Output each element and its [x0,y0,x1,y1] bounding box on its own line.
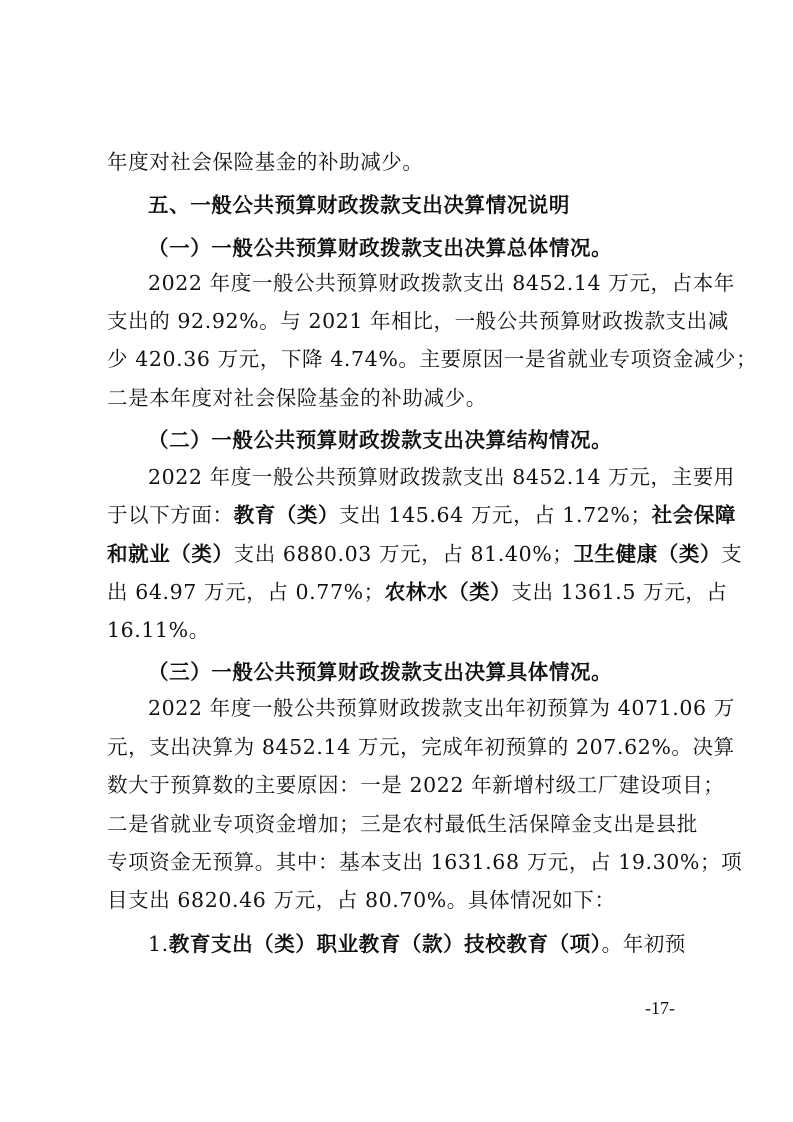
subsection-heading-3: （三）一般公共预算财政拨款支出决算具体情况。 [148,660,613,684]
paragraph-1-line-2: 支出的 92.92%。与 2021 年相比，一般公共预算财政拨款支出减 [107,309,729,333]
category-social-security: 社会保障 [651,503,737,527]
text-run: 支出 6880.03 万元，占 81.40%； [233,542,574,566]
text-run: 2022 年度一般公共预算财政拨款支出 8452.14 万元，占本年 [148,271,735,295]
paragraph-3-line-3: 数大于预算数的主要原因：一是 2022 年新增村级工厂建设项目； [107,773,725,797]
section-heading: 五、一般公共预算财政拨款支出决算情况说明 [148,193,570,217]
item-1-line [148,930,692,958]
text-run: 。年初预 [601,932,687,956]
item-1-title: 教育支出（类）职业教育（款）技校教育（项） [168,932,602,956]
category-health: 卫生健康（类） [573,542,722,566]
text-run: 支出 1361.5 万元，占 [511,580,728,604]
paragraph-1-line-1 [148,269,735,297]
paragraph-3-line-4: 二是省就业专项资金增加；三是农村最低生活保障金支出是县批 [107,812,698,836]
paragraph-1-line-3: 少 420.36 万元，下降 4.74%。主要原因一是省就业专项资金减少； [107,347,758,371]
paragraph-2-line-1: 2022 年度一般公共预算财政拨款支出 8452.14 万元，主要用 [148,465,735,489]
carry-over-line: 年度对社会保险基金的补助减少。 [107,150,424,174]
page-number: -17- [645,998,675,1018]
paragraph-3-line-2: 元，支出决算为 8452.14 万元，完成年初预算的 207.62%。决算 [107,735,735,759]
paragraph-3-line-5: 专项资金无预算。其中：基本支出 1631.68 万元，占 19.30%；项 [107,850,743,874]
text-run: 出 64.97 万元，占 0.77%； [107,580,385,604]
text-run: 支 [721,542,743,566]
subsection-heading-2: （二）一般公共预算财政拨款支出决算结构情况。 [148,428,613,452]
paragraph-3-line-6: 目支出 6820.46 万元，占 80.70%。具体情况如下： [107,888,616,912]
category-social-security-cont: 和就业（类） [107,542,234,566]
paragraph-2-line-3 [107,540,743,568]
item-number: 1. [148,932,169,956]
paragraph-2-line-4 [107,578,728,606]
text-run: 支出 145.64 万元，占 1.72%； [339,503,652,527]
text-run: 于以下方面： [107,503,234,527]
category-education: 教育（类） [233,503,340,527]
paragraph-2-line-2 [107,501,737,529]
paragraph-3-line-1: 2022 年度一般公共预算财政拨款支出年初预算为 4071.06 万 [148,696,735,720]
paragraph-1-line-4: 二是本年度对社会保险基金的补助减少。 [107,386,487,410]
category-agriculture: 农林水（类） [384,580,512,604]
paragraph-2-line-5: 16.11%。 [107,618,210,642]
subsection-heading-1: （一）一般公共预算财政拨款支出决算总体情况。 [148,236,613,260]
